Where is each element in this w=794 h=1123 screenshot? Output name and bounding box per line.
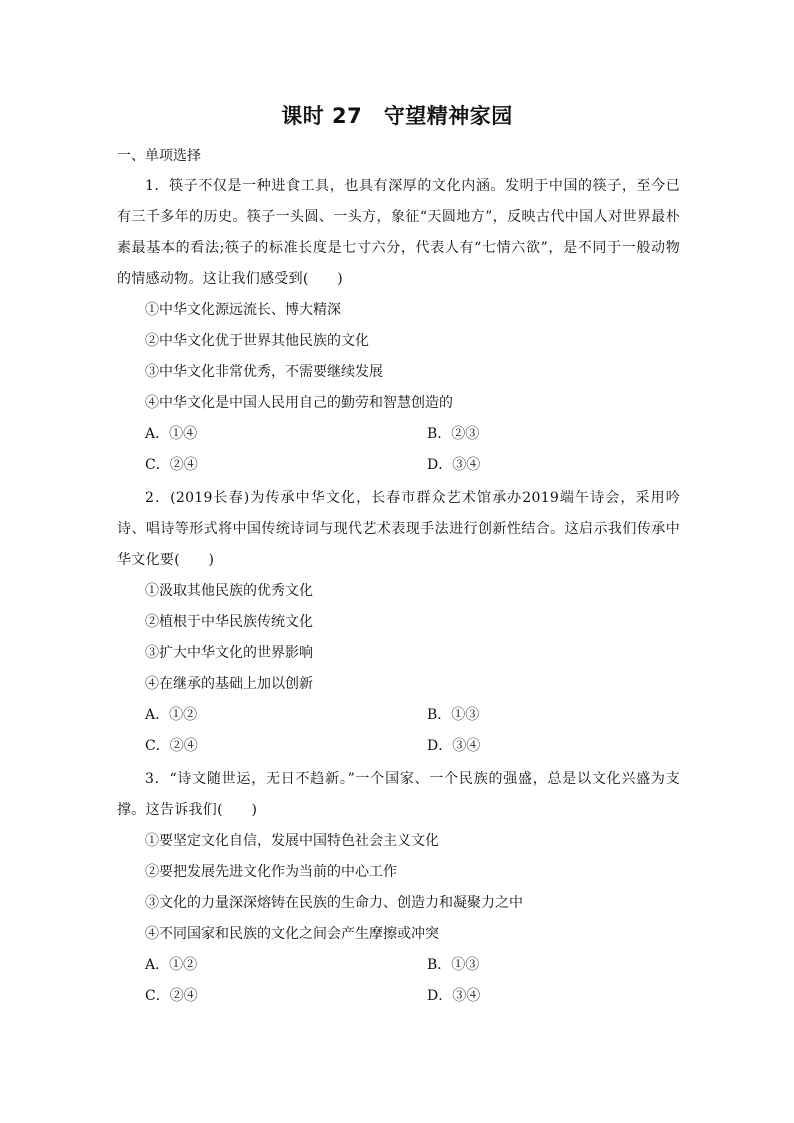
question-3-choice-b: B．①③ xyxy=(427,957,480,973)
question-3-choice-d: D．③④ xyxy=(427,988,481,1004)
question-3-choice-a: A．①② xyxy=(145,957,198,973)
question-1-item-1: ①中华文化源远流长、博大精深 xyxy=(145,302,341,318)
question-1-choice-d: D．③④ xyxy=(427,457,481,473)
question-3-item-2: ②要把发展先进文化作为当前的中心工作 xyxy=(145,864,397,880)
question-1-item-2: ②中华文化优于世界其他民族的文化 xyxy=(145,333,369,349)
section-heading: 一、单项选择 xyxy=(117,148,201,164)
question-2-choice-a: A．①② xyxy=(145,707,198,723)
question-2-item-2: ②植根于中华民族传统文化 xyxy=(145,614,313,630)
question-3-item-1: ①要坚定文化自信，发展中国特色社会主义文化 xyxy=(145,833,439,849)
question-1-choice-b: B．②③ xyxy=(427,426,480,442)
question-3-item-3: ③文化的力量深深熔铸在民族的生命力、创造力和凝聚力之中 xyxy=(145,895,523,911)
question-1-text: 1．筷子不仅是一种进食工具，也具有深厚的文化内涵。发明于中国的筷子，至今已有三千多年的历史。筷子一头圆、一头方，象征“天圆地方”，反映古代中国人对世界最朴素最基本的看法;筷子的标准长度是七寸六分，代表人有“七情六欲”，是不同于一般动物的情感动物。这让我们感受到( ) xyxy=(117,178,680,287)
question-3-text: 3．“诗文随世运，无日不趋新。”一个国家、一个民族的强盛，总是以文化兴盛为支撑。这告诉我们( ) xyxy=(117,771,680,818)
question-1-choice-c: C．②④ xyxy=(145,457,198,473)
question-1-item-4: ④中华文化是中国人民用自己的勤劳和智慧创造的 xyxy=(145,395,453,411)
question-1-choice-a: A．①④ xyxy=(145,426,198,442)
question-2-choice-c: C．②④ xyxy=(145,738,198,754)
question-1-item-3: ③中华文化非常优秀，不需要继续发展 xyxy=(145,364,383,380)
question-3-item-4: ④不同国家和民族的文化之间会产生摩擦或冲突 xyxy=(145,926,439,942)
page-title: 课时 27 守望精神家园 xyxy=(281,104,513,128)
question-2-item-3: ③扩大中华文化的世界影响 xyxy=(145,645,313,661)
question-2-choice-d: D．③④ xyxy=(427,738,481,754)
question-2-item-1: ①汲取其他民族的优秀文化 xyxy=(145,583,313,599)
question-2-item-4: ④在继承的基础上加以创新 xyxy=(145,676,313,692)
question-2-choice-b: B．①③ xyxy=(427,707,480,723)
question-2-text: 2．(2019长春)为传承中华文化，长春市群众艺术馆承办2019端午诗会，采用吟诗、唱诗等形式将中国传统诗词与现代艺术表现手法进行创新性结合。这启示我们传承中华文化要( ) xyxy=(117,490,680,568)
question-3-choice-c: C．②④ xyxy=(145,988,198,1004)
